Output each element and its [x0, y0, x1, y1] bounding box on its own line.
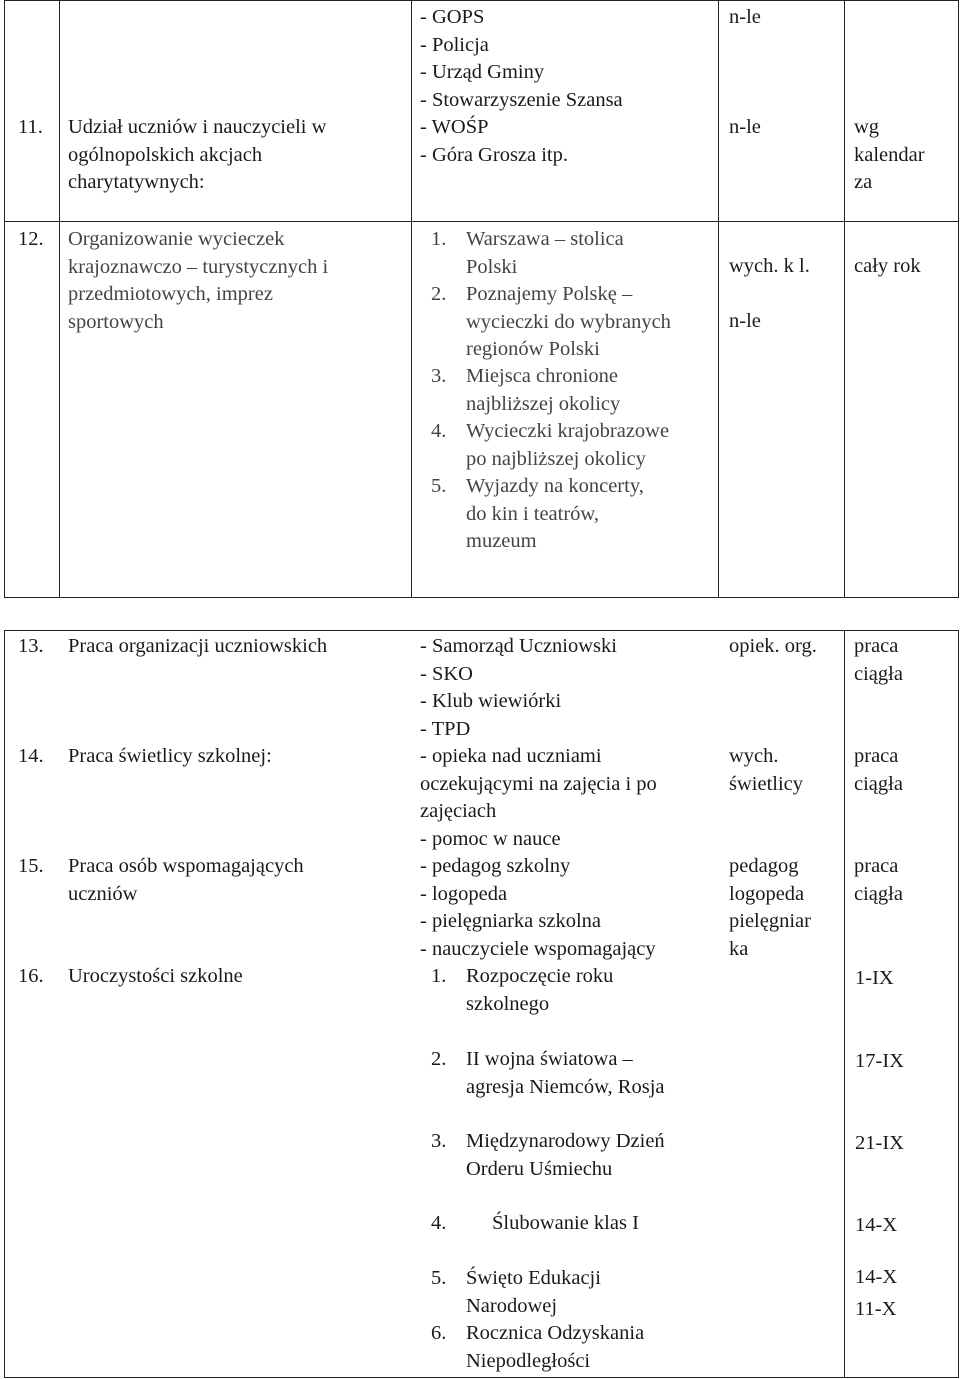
ceremony-date: 1-IX: [855, 967, 894, 989]
row-14-title: Praca świetlicy szkolnej:: [68, 745, 272, 767]
row-12-number: 12.: [18, 228, 44, 250]
row-12-responsible-1: wych. k l.: [729, 255, 810, 277]
row-11-bottom-border: [4, 221, 959, 222]
row-11-responsible-1: n-le: [729, 6, 761, 28]
row-12-term: cały rok: [854, 255, 921, 277]
lower-col-line-2: [958, 630, 959, 1378]
table-border-top-lower: [4, 630, 959, 631]
upper-col-line-2: [411, 0, 412, 598]
row-13-responsible: opiek. org.: [729, 635, 817, 657]
ceremony-date: 11-X: [855, 1298, 897, 1320]
row-14-partners: - opieka nad uczniami oczekującymi na zajęcia i po zajęciach - pomoc w nauce: [420, 745, 657, 850]
table-border-top-upper: [4, 0, 959, 1]
ceremony-date: 14-X: [855, 1266, 898, 1288]
row-11-title: Udział uczniów i nauczycieli w ogólnopolskich akcjach charytatywnych:: [68, 116, 327, 193]
upper-col-line-5: [958, 0, 959, 598]
row-15-title: Praca osób wspomagających uczniów: [68, 855, 304, 905]
row-15-partners: - pedagog szkolny - logopeda - pielęgniarka szkolna - nauczyciele wspomagający: [420, 855, 656, 960]
row-14-responsible: wych. świetlicy: [729, 745, 804, 795]
table-border-bottom: [4, 1377, 959, 1378]
ceremony-date: 14-X: [855, 1214, 898, 1236]
row-13-partners: - Samorząd Uczniowski - SKO - Klub wiewiórki - TPD: [420, 635, 617, 740]
row-16-number: 16.: [18, 965, 44, 987]
upper-col-line-0: [4, 0, 5, 598]
row-13-term: praca ciągła: [854, 635, 903, 685]
row-15-responsible: pedagog logopeda pielęgniar ka: [729, 855, 811, 960]
row-11-partners: - GOPS - Policja - Urząd Gminy - Stowarzyszenie Szansa - WOŚP - Góra Grosza itp.: [420, 6, 623, 166]
lower-col-line-0: [4, 630, 5, 1378]
ceremony-date: 21-IX: [855, 1132, 904, 1154]
row-16-title: Uroczystości szkolne: [68, 965, 243, 987]
row-12-bottom-border: [4, 597, 959, 598]
row-13-number: 13.: [18, 635, 44, 657]
row-12-responsible-2: n-le: [729, 310, 761, 332]
upper-col-line-3: [718, 0, 719, 598]
row-11-number: 11.: [18, 116, 43, 138]
row-12-title: Organizowanie wycieczek krajoznawczo – turystycznych i przedmiotowych, imprez sportowych: [68, 228, 329, 333]
row-11-term: wg kalendar za: [854, 116, 925, 193]
row-14-term: praca ciągła: [854, 745, 903, 795]
row-13-title: Praca organizacji uczniowskich: [68, 635, 328, 657]
ceremony-date: 17-IX: [855, 1050, 904, 1072]
upper-col-line-1: [59, 0, 60, 598]
row-11-responsible-2: n-le: [729, 116, 761, 138]
lower-col-line-1: [844, 630, 845, 1378]
row-15-term: praca ciągła: [854, 855, 903, 905]
upper-col-line-4: [844, 0, 845, 598]
row-14-number: 14.: [18, 745, 44, 767]
row-15-number: 15.: [18, 855, 44, 877]
